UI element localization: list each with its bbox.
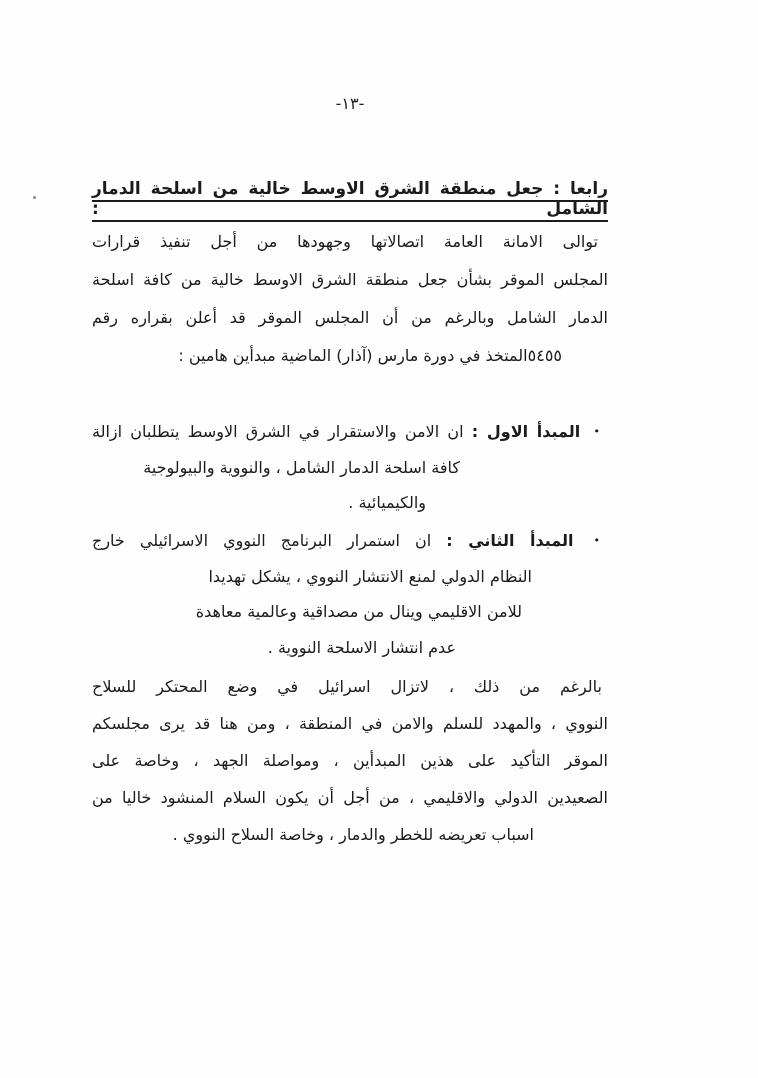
text-line: عدم انتشار الاسلحة النووية . xyxy=(267,637,456,657)
text-line: الصعيدين الدولي والاقليمي ، من أجل أن يكون السلام المنشود خاليا من xyxy=(92,788,608,807)
text-line: كافة اسلحة الدمار الشامل ، والنووية والبيولوجية xyxy=(143,457,460,477)
page-number: -١٣- xyxy=(335,94,365,113)
bullet-label: المبدأ الثاني : xyxy=(446,531,574,550)
bullet-item-first-principle xyxy=(92,414,608,521)
bullet-item-second-principle xyxy=(92,523,608,665)
text-line: المجلس الموقر بشأن جعل منطقة الشرق الاوسط خالية من كافة اسلحة xyxy=(92,270,608,289)
text-line: الموقر التأكيد على هذين المبدأين ، ومواصلة الجهد ، وخاصة على xyxy=(92,751,608,770)
scan-artifact-dot xyxy=(33,196,36,199)
text-line: ٥٤٥٥المتخذ في دورة مارس (آذار) الماضية مبدأين هامين : xyxy=(178,346,562,365)
text-line: النووي ، والمهدد للسلم والامن في المنطقة ، ومن هنا قد يرى مجلسكم xyxy=(92,714,608,733)
bullet-dot-icon: • xyxy=(593,425,600,438)
text-line: اسباب تعريضه للخطر والدمار ، وخاصة السلاح النووي . xyxy=(172,825,534,844)
text-line: للامن الاقليمي وينال من مصداقية وعالمية معاهدة xyxy=(195,602,522,621)
section-heading: رابعا : جعل منطقة الشرق الاوسط خالية من اسلحة الدمار الشامل : xyxy=(92,179,608,219)
text-line: الدمار الشامل وبالرغم من أن المجلس الموقر قد أعلن بقراره رقم xyxy=(92,308,608,327)
text-line: ان الامن والاستقرار في الشرق الاوسط يتطلبان ازالة xyxy=(92,422,464,441)
text-line: بالرغم من ذلك ، لاتزال اسرائيل في وضع المحتكر للسلاح xyxy=(92,677,602,696)
bullet-dot-icon: • xyxy=(593,534,601,547)
intro-paragraph xyxy=(92,223,608,375)
bullet-label: المبدأ الاول : xyxy=(471,422,581,441)
bullet-first-line xyxy=(92,523,608,559)
bullet-first-line xyxy=(92,414,608,450)
text-line: توالى الامانة العامة اتصالاتها وجهودها من أجل تنفيذ قرارات xyxy=(92,232,598,251)
text-line: النظام الدولي لمنع الانتشار النووي ، يشكل تهديدا xyxy=(208,566,532,586)
text-line: والكيميائية . xyxy=(348,493,426,512)
text-line: ان استمرار البرنامج النووي الاسرائيلي خارج xyxy=(92,531,432,550)
closing-paragraph xyxy=(92,668,608,853)
